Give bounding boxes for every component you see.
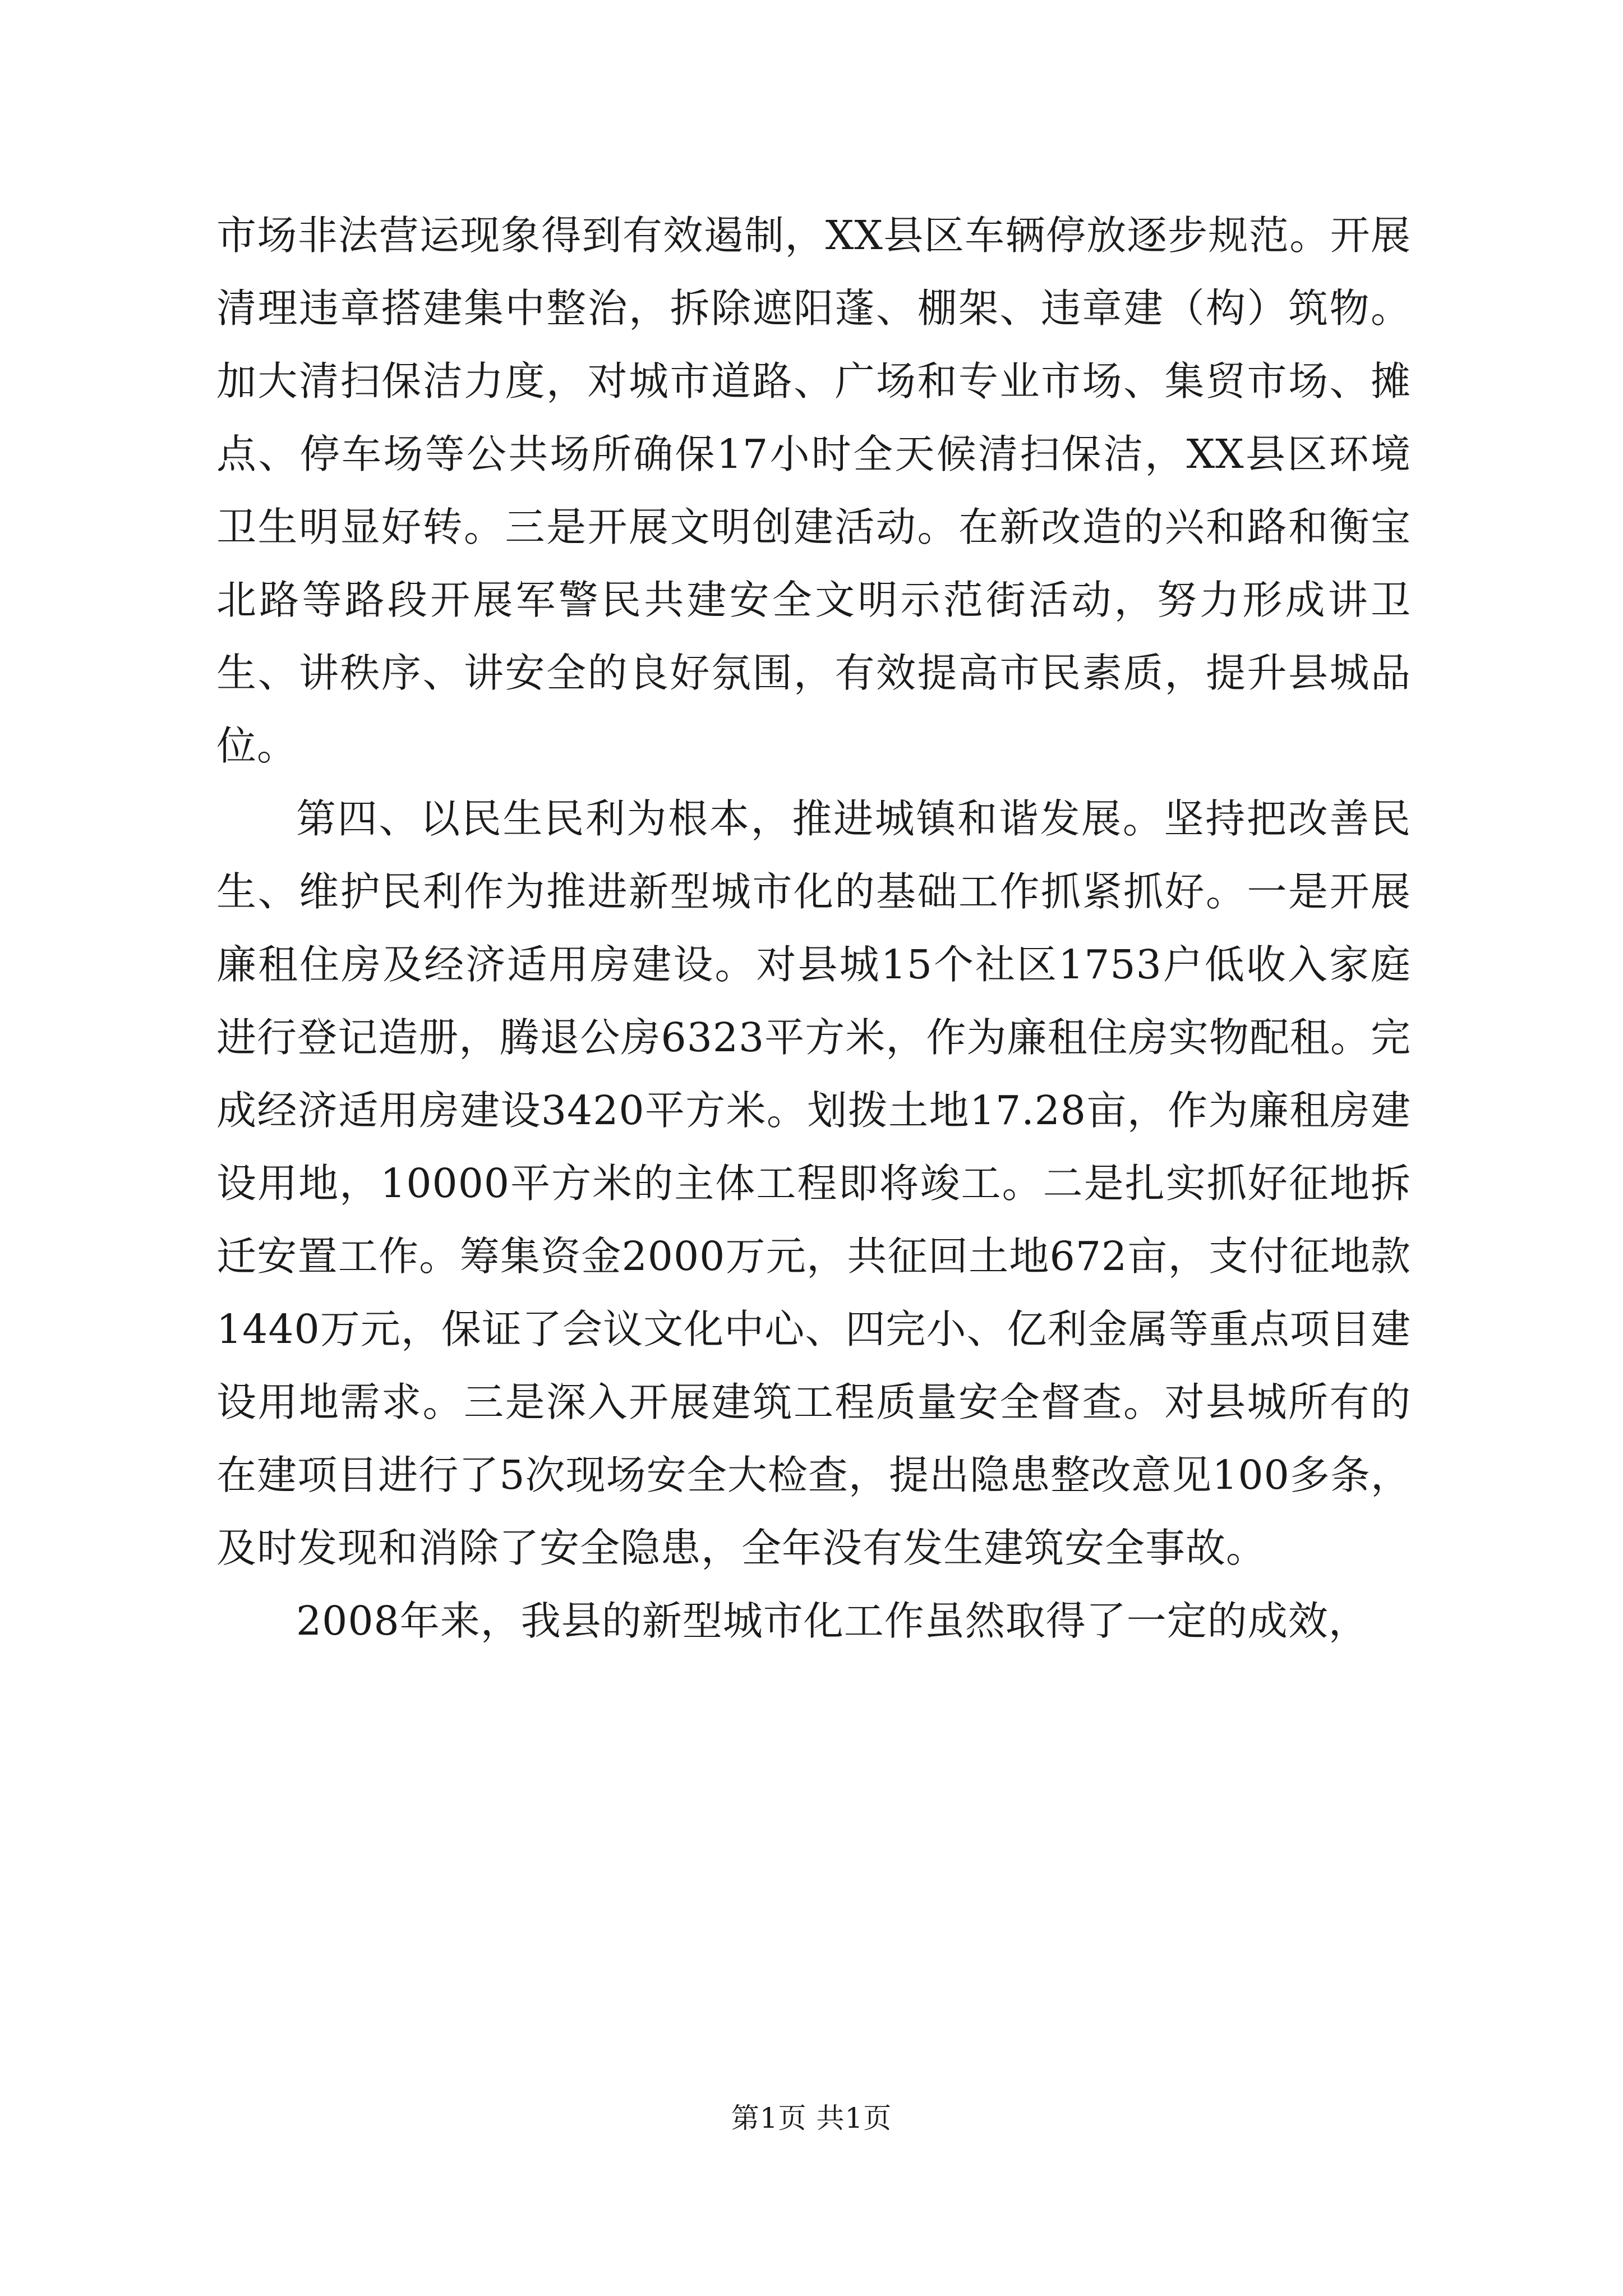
page-footer: 第1页 共1页 xyxy=(731,2102,892,2134)
paragraph-summary: 2008年来，我县的新型城市化工作虽然取得了一定的成效， xyxy=(296,1598,1369,1644)
paragraph-livelihood: 第四、以民生民利为根本，推进城镇和谐发展。坚持把改善民生、维护民利作为推进新型城市化的基础工作抓紧抓好。一是开展廉租住房及经济适用房建设。对县城15个社区1753户低收入家庭进行登记造册，腾退公房6323平方米，作为廉租住房实物配租。完成经济适用房建设3420平方米。划拨土地17.28亩，作为廉租房建设用地，10000平方米的主体工程即将竣工。二是扎实抓好征地拆迁安置工作。筹集资金2000万元，共征回土地672亩，支付征地款1440万元，保证了会议文化中心、四完小、亿利金属等重点项目建设用地需求。三是深入开展建筑工程质量安全督查。对县城所有的在建项目进行了5次现场安全大检查，提出隐患整改意见100多条，及时发现和消除了安全隐患，全年没有发生建筑安全事故。 xyxy=(216,795,1411,1571)
paragraph-city-management: 市场非法营运现象得到有效遏制，XX县区车辆停放逐步规范。开展清理违章搭建集中整治，拆除遮阳蓬、棚架、违章建（构）筑物。加大清扫保洁力度，对城市道路、广场和专业市场、集贸市场、摊点、停车场等公共场所确保17小时全天候清扫保洁，XX县区环境卫生明显好转。三是开展文明创建活动。在新改造的兴和路和衡宝北路等路段开展军警民共建安全文明示范街活动，努力形成讲卫生、讲秩序、讲安全的良好氛围，有效提高市民素质，提升县城品位。 xyxy=(216,212,1411,769)
document-body xyxy=(216,199,1411,1658)
